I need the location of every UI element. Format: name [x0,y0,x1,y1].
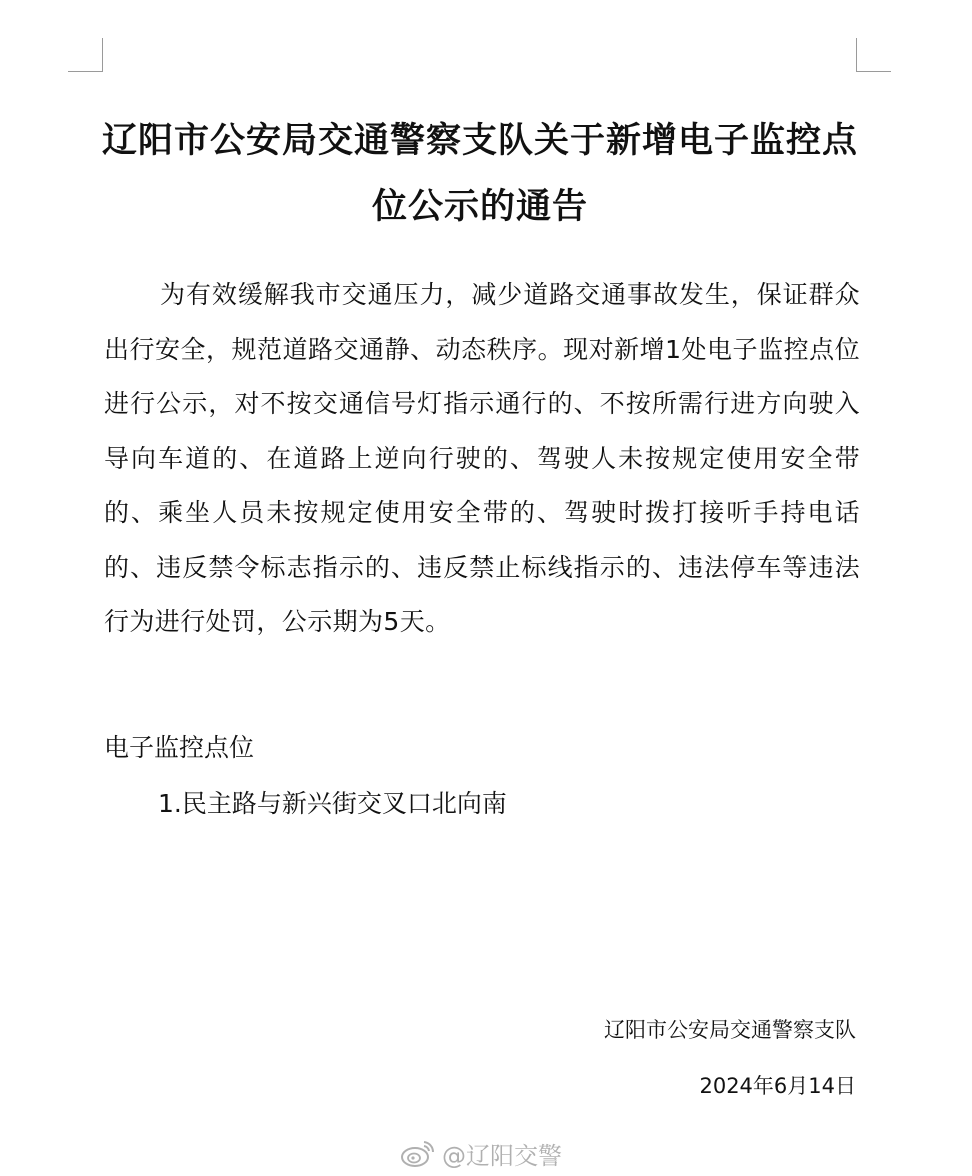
issue-date: 2024年6月14日 [699,1074,856,1098]
watermark-handle: @辽阳交警 [442,1141,562,1170]
weibo-watermark [400,1136,562,1170]
section-label: 电子监控点位 [104,733,255,762]
crop-mark-top-right [856,38,891,72]
crop-mark-top-left [68,38,103,72]
notice-title: 辽阳市公安局交通警察支队关于新增电子监控点位公示的通告 [101,121,858,227]
location-item: 1.民主路与新兴街交叉口北向南 [158,789,507,818]
notice-body: 为有效缓解我市交通压力，减少道路交通事故发生，保证群众出行安全，规范道路交通静、动态秩序。现对新增1处电子监控点位进行公示，对不按交通信号灯指示通行的、不按所需行进方向驶入导向车道的、在道路上逆向行驶的、驾驶人未按规定使用安全带的、乘坐人员未按规定使用安全带的、驾驶时拨打接听手持电话的、违反禁令标志指示的、违反禁止标线指示的、违法停车等违法行为进行处罚，公示期为5天。 [104,280,860,636]
weibo-icon [400,1138,436,1168]
issuer-name: 辽阳市公安局交通警察支队 [604,1018,856,1042]
